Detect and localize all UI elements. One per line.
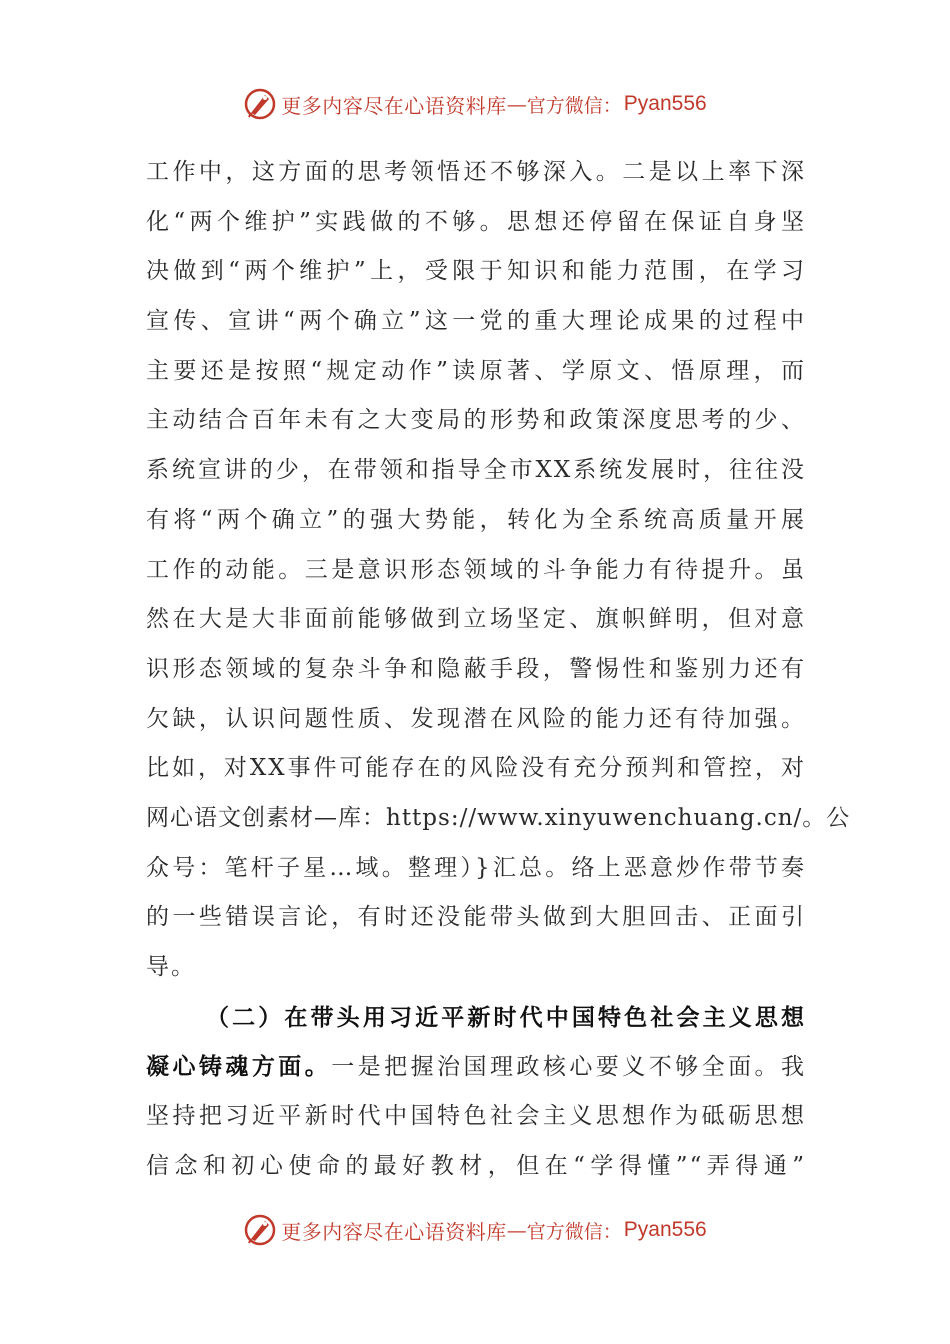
banner-brand: 更多内容尽在心语资料库	[281, 1219, 507, 1244]
footer-banner	[0, 1210, 950, 1250]
body-line: 工作的动能。三是意识形态领域的斗争能力有待提升。虽	[146, 556, 806, 583]
body-line: 有将“两个确立”的强大势能，转化为全系统高质量开展	[146, 506, 806, 533]
section-heading-end: 凝心铸魂方面。	[146, 1053, 332, 1081]
body-line: 坚持把习近平新时代中国特色社会主义思想作为砥砺思想	[146, 1103, 806, 1130]
banner-wechat-id: Pyan556	[623, 1218, 707, 1241]
body-text: 一是把握治国理政核心要义不够全面。我	[331, 1054, 807, 1081]
body-line: 化“两个维护”实践做的不够。思想还停留在保证自身坚	[146, 208, 806, 235]
banner-wechat-id: Pyan556	[623, 92, 707, 115]
body-line: 系统宣讲的少，在带领和指导全市XX系统发展时，往往没	[146, 457, 806, 484]
body-line: 识形态领域的复杂斗争和隐蔽手段，警惕性和鉴别力还有	[146, 655, 806, 682]
pen-nib-logo-icon	[243, 87, 277, 121]
body-line: 众号：笔杆子星…域。整理）}汇总。络上恶意炒作带节奏	[146, 854, 806, 881]
body-line: 比如，对XX事件可能存在的风险没有充分预判和管控，对	[146, 755, 806, 782]
body-line: 欠缺，认识问题性质、发现潜在风险的能力还有待加强。	[146, 705, 806, 732]
body-line: 主动结合百年未有之大变局的形势和政策深度思考的少、	[146, 407, 806, 434]
body-line: 导。	[146, 954, 196, 980]
banner-separator: —	[506, 1218, 527, 1242]
document-body	[146, 148, 851, 1191]
banner-brand: 更多内容尽在心语资料库	[281, 93, 507, 118]
header-banner	[0, 84, 950, 124]
section-heading: （二）在带头用习近平新时代中国特色社会主义思想	[206, 1003, 806, 1031]
body-line: 然在大是大非面前能够做到立场坚定、旗帜鲜明，但对意	[146, 606, 806, 633]
pen-nib-logo-icon	[243, 1213, 277, 1247]
banner-wechat-label: 官方微信：	[526, 94, 622, 117]
body-line: 网心语文创素材—库：https://www.xinyuwenchuang.cn/。公	[146, 804, 851, 831]
banner-separator: —	[506, 92, 527, 116]
section-heading-continued	[146, 1042, 806, 1092]
body-line: 主要还是按照“规定动作”读原著、学原文、悟原理，而	[146, 357, 806, 384]
body-line: 工作中，这方面的思考领悟还不够深入。二是以上率下深	[146, 159, 806, 185]
body-line: 宣传、宣讲“两个确立”这一党的重大理论成果的过程中	[146, 308, 806, 335]
body-line: 信念和初心使命的最好教材，但在“学得懂”“弄得通”	[146, 1152, 806, 1179]
body-line: 的一些错误言论，有时还没能带头做到大胆回击、正面引	[146, 904, 806, 931]
body-line: 决做到“两个维护”上，受限于知识和能力范围，在学习	[146, 258, 806, 285]
banner-wechat-label: 官方微信：	[526, 1220, 622, 1243]
